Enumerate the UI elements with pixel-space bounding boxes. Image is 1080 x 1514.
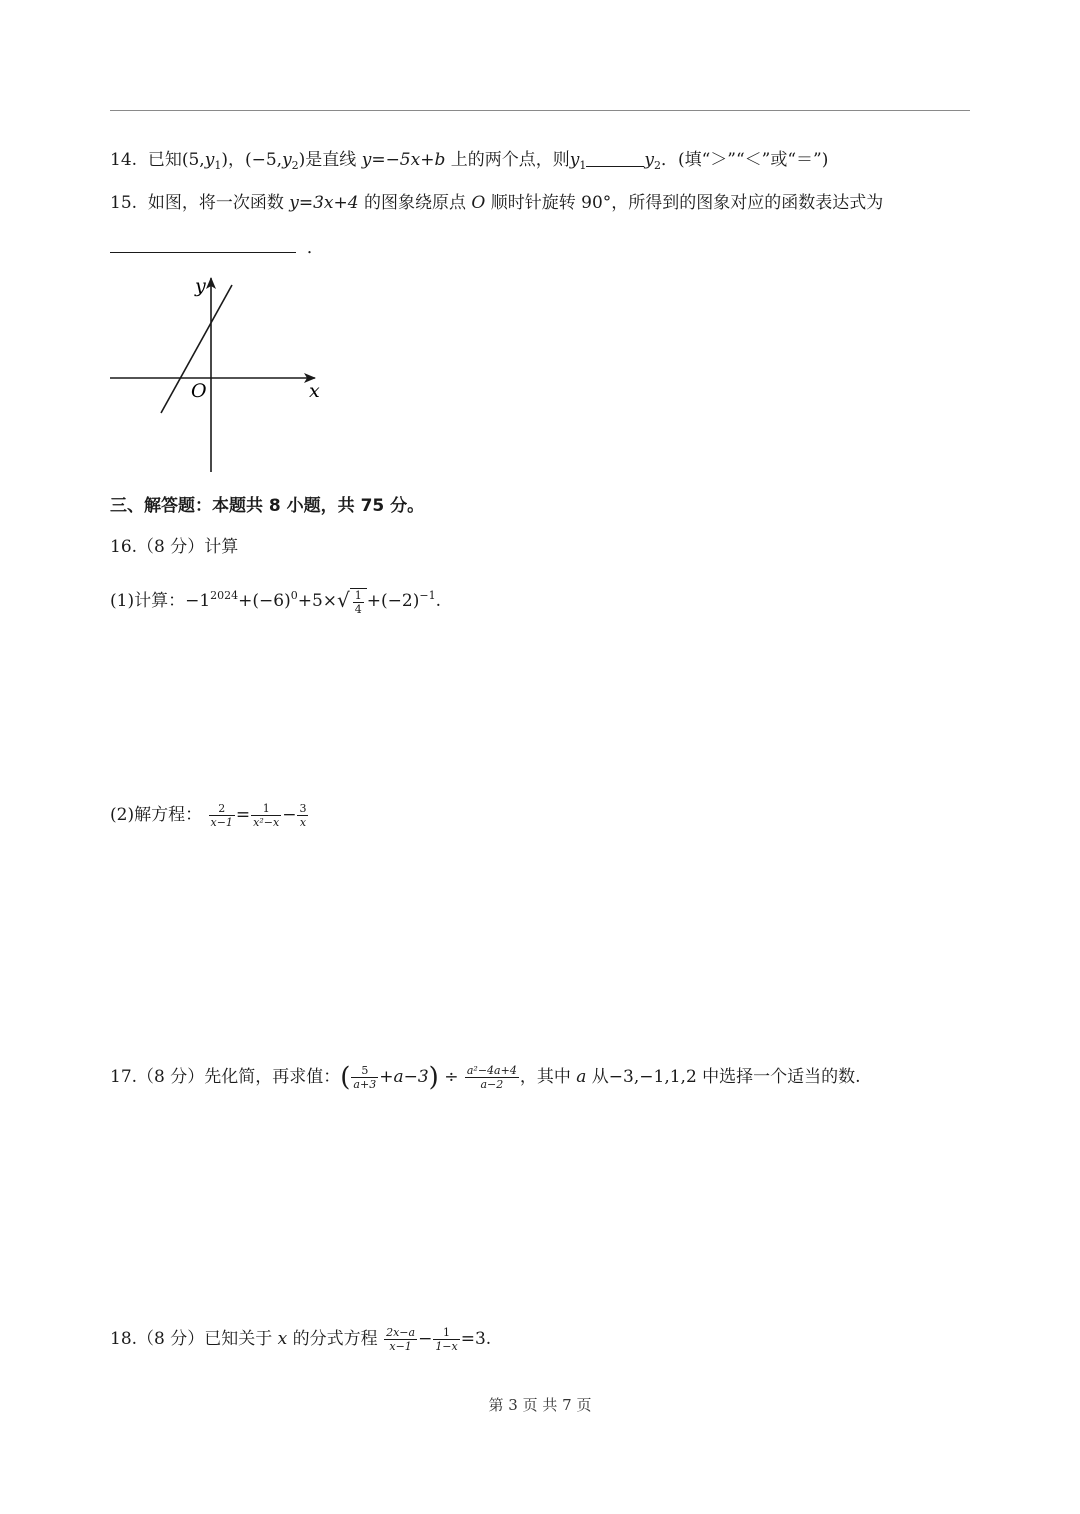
q16-p2-frac1: $\frac{2}{x-1}$ [210, 802, 233, 829]
q17-frac2: $\frac{\text{a²−4a+4}}{a-2}$ [466, 1064, 517, 1091]
q16-sqrt-num: 1 [354, 588, 362, 602]
q18-tail: =3. [460, 1329, 492, 1349]
q16-p1-exp: 2024 [210, 589, 239, 602]
q14-text-c: )是直线 [298, 150, 362, 170]
q16-p1-d: +(−2) [366, 591, 420, 611]
q15-text-a: 如图，将一次函数 [147, 193, 290, 213]
q16-p1-a: −1 [185, 591, 211, 611]
x-axis-label: x [309, 380, 320, 402]
q15-number: 15. [110, 193, 138, 213]
q15-origin: O [471, 193, 486, 213]
header-rule [110, 110, 970, 111]
q16-p2-label: (2)解方程： [110, 805, 203, 825]
q17-tail-b: 从−3,−1,1,2 中选择一个适当的数. [586, 1067, 861, 1087]
q15-equation: y=3x+4 [289, 193, 359, 213]
q14-sub2: 2 [291, 159, 299, 172]
q17-var: a [576, 1067, 587, 1087]
q15-text-b: 的图象绕原点 [358, 193, 472, 213]
q14-cmp-sub2: 2 [653, 159, 661, 172]
q14-cmp-y1: y [569, 150, 580, 170]
q18-minus: − [418, 1329, 433, 1349]
q14-text-e: ．(填“＞”“＜”或“＝”) [660, 150, 829, 170]
q16-p1-end: . [435, 591, 441, 611]
section-3-heading: 三、解答题：本题共 8 小题，共 75 分。 [110, 496, 425, 516]
q17-heading: 17.（8 分）先化简，再求值： [110, 1067, 341, 1087]
q18-heading: 18.（8 分）已知关于 [110, 1329, 278, 1349]
page-footer: 第 3 页 共 7 页 [488, 1396, 592, 1414]
q18-mid: 的分式方程 [287, 1329, 384, 1349]
q16-heading: 16.（8 分）计算 [110, 537, 239, 557]
q14-cmp-sub1: 1 [579, 159, 587, 172]
q16-p1-c: +5× [297, 591, 338, 611]
q16-p1-b: +(−6) [238, 591, 291, 611]
q14-equation: y=−5x+b [361, 150, 446, 170]
q14-answer-blank[interactable] [586, 152, 644, 167]
q15-text-c: 顺时针旋转 90°，所得到的图象对应的函数表达式为 [485, 193, 884, 213]
q15-graph-figure [105, 272, 335, 482]
q18-frac2: $\frac{1}{1-x}$ [435, 1326, 458, 1353]
q14-number: 14. [110, 150, 138, 170]
y-axis-label: y [195, 275, 206, 297]
q15-answer-blank[interactable] [110, 238, 296, 253]
q17-divide: ÷ [444, 1067, 459, 1087]
q17-mid: +a−3 [379, 1067, 429, 1087]
question-17: 17.（8 分）先化简，再求值：( $\frac{5}{a+3}$ +a−3) ÷ $\frac{\text{a²−4a+4}}{a-2}$ ，其中 a 从−3,−1,1,2 中选择一个适当的数. [110, 1062, 861, 1093]
q17-tail-a: ，其中 [519, 1067, 577, 1087]
q14-y2: y [282, 150, 292, 170]
q16-p1-exp0: 0 [290, 589, 298, 602]
q18-frac1: $\frac{2x-a}{x-1}$ [386, 1326, 416, 1353]
q16-p1-expm1: −1 [419, 589, 436, 602]
q16-p2-minus: − [282, 805, 297, 825]
q16-p1-sqrt: √ $\frac{1}{4}$ [337, 588, 367, 616]
q14-text-d: 上的两个点，则 [445, 150, 570, 170]
q16-p2-frac2: $\frac{1}{\text{x²−x}}$ [253, 802, 280, 829]
q15-answer-line [110, 236, 324, 260]
q16-sqrt-den: 4 [354, 602, 362, 616]
q14-text-b: )，(−5, [221, 150, 283, 170]
q14-sub1: 1 [214, 159, 222, 172]
question-18 [110, 1326, 491, 1353]
q14-cmp-y2: y [644, 150, 654, 170]
q16-part2 [110, 802, 309, 829]
q17-frac1: $\frac{5}{a+3}$ [353, 1064, 377, 1091]
question-15 [110, 191, 883, 215]
q14-text-a: 已知(5, [147, 150, 205, 170]
q16-part1 [110, 584, 441, 616]
q18-var: x [277, 1329, 288, 1349]
origin-label: O [191, 380, 207, 402]
q15-tail: ． [306, 238, 324, 258]
q16-p1-label: (1)计算： [110, 591, 186, 611]
q16-p2-equals: = [235, 805, 251, 825]
question-14 [110, 148, 828, 178]
q14-y1: y [204, 150, 215, 170]
q16-p2-frac3: $\frac{3}{x}$ [299, 802, 307, 829]
